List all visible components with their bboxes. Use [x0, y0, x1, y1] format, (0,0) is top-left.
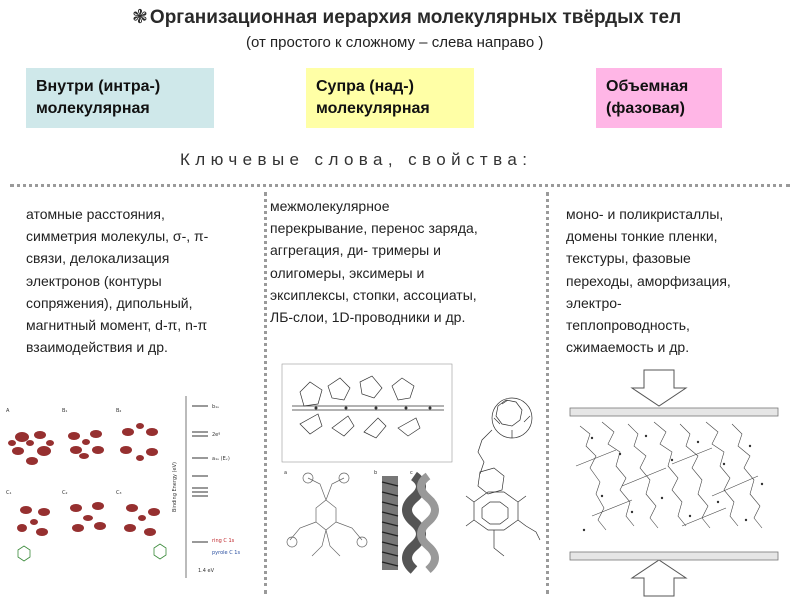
- text-line: эксиплексы, стопки, ассоциаты,: [270, 286, 477, 303]
- category-supra-line1: Супра (над-): [316, 78, 414, 95]
- category-intra-line1: Внутри (интра-): [36, 78, 161, 95]
- page-title: [132, 6, 752, 29]
- category-intra-line2: молекулярная: [36, 100, 150, 117]
- text-line: сжимаемость и др.: [566, 339, 690, 356]
- text-line: перекрывание, перенос заряда,: [270, 220, 478, 237]
- energy-scale-label: 1.4 eV: [198, 568, 215, 574]
- bulk-phase-figure: [562, 366, 786, 598]
- text-line: межмолекулярное: [270, 198, 390, 214]
- horizontal-divider: [10, 184, 790, 187]
- text-line: электронов (контуры: [26, 272, 162, 289]
- panel-label-b: b: [374, 470, 378, 476]
- category-box-supra: [306, 68, 474, 128]
- orbital-label-a: A: [6, 408, 10, 414]
- text-line: атомные расстояния,: [26, 206, 165, 222]
- panel-label-a: a: [284, 470, 288, 476]
- text-line: взаимодействия и др.: [26, 339, 168, 356]
- energy-label-pyrole: pyrole C 1s: [212, 550, 241, 556]
- text-line: олигомеры, эксимеры и: [270, 264, 425, 281]
- column-divider-1: [264, 192, 267, 594]
- panel-label-c: c: [410, 470, 413, 476]
- energy-level-2eg: 2eᵍ: [212, 432, 221, 438]
- page-subtitle: (от простого к сложному – слева направо ): [246, 34, 544, 51]
- text-line: аггрегация, ди- тримеры и: [270, 242, 441, 259]
- title-bullet-icon: ❃: [132, 7, 148, 28]
- fullerene-dyad-figure: [454, 392, 546, 572]
- column-bulk-text: [566, 203, 794, 358]
- orbital-label-b1: B₁: [62, 408, 68, 414]
- category-box-intra: [26, 68, 214, 128]
- text-line: переходы, аморфизация,: [566, 272, 731, 289]
- orbital-label-c2: C₂: [62, 490, 68, 496]
- orbital-label-c1: C₁: [6, 490, 12, 496]
- porphyrin-monomer-figure: [280, 466, 372, 566]
- title-text: Организационная иерархия молекулярных твёрдых тел: [149, 7, 682, 28]
- helical-stack-figure: [372, 466, 446, 576]
- compression-arrow-down-icon: [632, 370, 686, 406]
- text-line: электро-: [566, 294, 622, 311]
- text-line: магнитный момент, d-π, n-π: [26, 317, 208, 334]
- energy-level-a1u: a₁ᵤ (Eᵥ): [212, 456, 230, 462]
- text-line: домены тонкие пленки,: [566, 228, 718, 245]
- text-line: симметрия молекулы, σ-, π-: [26, 228, 209, 245]
- text-line: ЛБ-слои, 1D-проводники и др.: [270, 309, 466, 326]
- energy-level-diagram: [170, 392, 260, 588]
- orbital-label-c3: C₃: [116, 490, 122, 496]
- molecular-orbitals-figure: [4, 400, 174, 580]
- keywords-heading: Ключевые слова, свойства:: [180, 150, 533, 169]
- category-box-bulk: [596, 68, 722, 128]
- energy-label-ring: ring C 1s: [212, 538, 235, 544]
- text-line: текстуры, фазовые: [566, 250, 691, 267]
- compression-arrow-up-icon: [632, 560, 686, 596]
- category-supra-line2: молекулярная: [316, 100, 430, 117]
- column-supra-text: [270, 195, 542, 328]
- column-intra-text: [26, 203, 262, 358]
- category-bulk-line1: Объемная: [606, 78, 689, 95]
- text-line: связи, делокализация: [26, 250, 170, 267]
- orbital-label-b2: B₂: [116, 408, 122, 414]
- supramolecular-stack-figure: [280, 362, 456, 464]
- text-line: сопряжения), дипольный,: [26, 294, 193, 311]
- energy-level-b1u: b₁ᵤ: [212, 404, 220, 410]
- column-divider-2: [546, 192, 549, 594]
- category-bulk-line2: (фазовая): [606, 100, 685, 117]
- energy-axis-label: Binding Energy (eV): [172, 462, 178, 512]
- text-line: моно- и поликристаллы,: [566, 206, 724, 222]
- text-line: теплопроводность,: [566, 317, 690, 334]
